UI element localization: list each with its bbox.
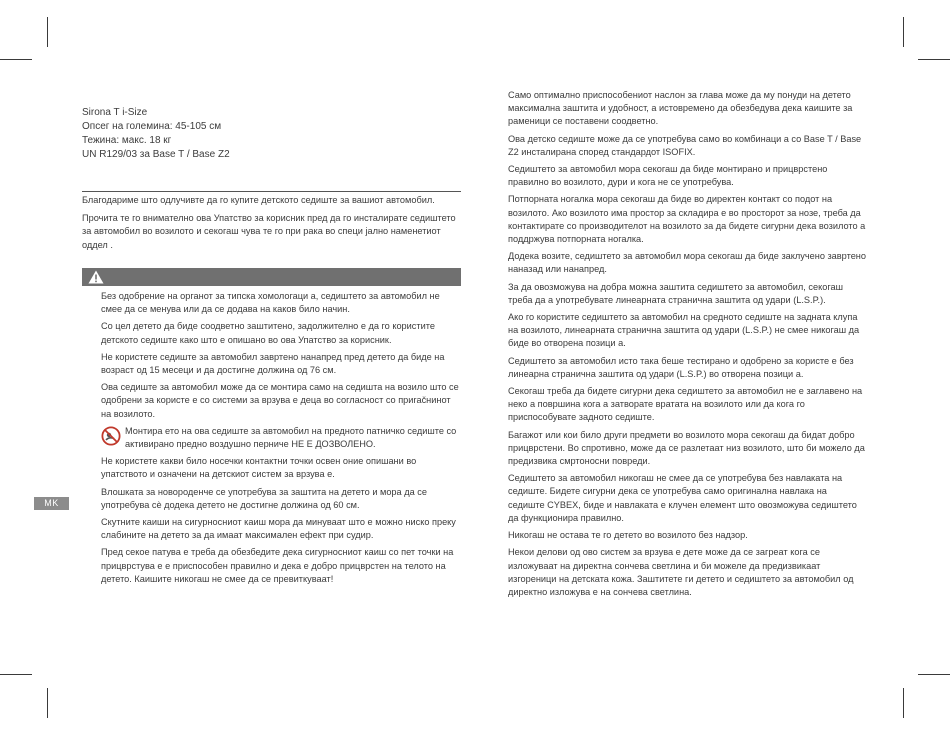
safety-paragraph: Некои делови од ово систем за врзува е дете може да се загреат кога се изложуваат на директна сончева светлина и би можеле да предизвикаат изгореници на детската кожа. Заштитете ги детето и седиштето за автомобил од директно изложува е на сончева светлина. (508, 547, 854, 597)
safety-paragraph: Додека возите, седиштето за автомобил мора секогаш да биде заклучено завртено наназад или нанапред. (508, 251, 866, 275)
section-divider (82, 191, 461, 192)
weight-limit: Тежина: макс. 18 кг (82, 135, 172, 146)
crop-mark (918, 674, 950, 675)
language-tab: MK (34, 497, 69, 510)
warning-item: Не користете седиште за автомобил завртено нанапред пред детето да биде на возраст од 15 месеци и да достигне должина од 76 см. (101, 351, 445, 376)
airbag-warning (101, 425, 463, 451)
right-column (508, 89, 866, 603)
product-spec (82, 106, 230, 162)
size-range: Опсег на големина: 45-105 см (82, 121, 222, 132)
crop-mark (47, 17, 48, 47)
safety-paragraph: Потпорната ногалка мора секогаш да биде во директен контакт со подот на возилото. Ако возилото има простор за складира е во просторот за нозе, треба да контактирате со производителот на возилото за да бидете сигурни дека возилото а поддржува потпорната ногалка. (508, 194, 866, 245)
warning-item: Со цел детето да биде соодветно заштитено, задолжително е да го користите детското седиште како што е опишано во ова Упатство за корисник. (101, 321, 435, 345)
warning-item: Без одобрение на органот за типска хомологаци а, седиштето за автомобил не смее да се менува или да се додава на каков било начин. (101, 291, 440, 315)
safety-paragraph: Никогаш не оставa те го детето во возилото без надзор. (508, 530, 748, 541)
safety-paragraph: Ако го користите седиштето за автомобил на средното седиште на задната клупа на возилото, линеарната странична заштита од удари (L.S.P.) не смее никогаш да биде во отворена позици а. (508, 312, 860, 349)
safety-paragraph: Седиштето за автомобил никогаш не смее да се употребува без навлаката на седиште. Бидете сигурни дека се употребува само оригинална навлака на седиште CYBEX, биде и навлаката е клучен елемент што овозможува седиштето да функционира правилно. (508, 473, 857, 523)
warning-item: Не користете какви било носечки контактни точки освен оние опишани во упатството и означени на детскиот систем за врзува е. (101, 456, 417, 480)
no-airbag-icon (101, 426, 121, 446)
intro-paragraph: Благодариме што одлучивте да го купите детското седиште за вашиот автомобил. (82, 195, 435, 205)
crop-mark (903, 17, 904, 47)
airbag-warning-text: Монтира ето на ова седиште за автомобил на предното патничко седиште со активирано предно воздушно перниче НЕ Е ДОЗВОЛЕНО. (125, 425, 457, 450)
warning-list (101, 290, 463, 590)
safety-paragraph: Само оптимално приспособениот наслон за глава може да му понуди на детето максимална заштита и удобност, а истовремено да обезбедува дека каишите за раменици се поставени соодветно. (508, 90, 853, 127)
safety-paragraph: Седиштето за автомобил мора секогаш да биде монтирано и прицврстено правилно во возилото, дури и кога не се употребува. (508, 164, 828, 188)
intro-paragraph: Прочита те го внимателно ова Упатство за корисник пред да го инсталирате седиштето за автомобил во возилото и секогаш чува те го при рака во специ јално наменетиот оддел . (82, 213, 456, 250)
safety-paragraph: Секогаш треба да бидете сигурни дека седиштето за автомобил не е заглавено на нeко а површина кога а затворате вратата на возилото или да кога го приспособувате задното седиште. (508, 386, 863, 423)
intro-text (82, 194, 462, 257)
crop-mark (0, 59, 32, 60)
warning-item: Ова седиште за автомобил може да се монтира само на седишта на возило што се одобрени за користе е со системи за врзува е деца во согласност со приračнинот на возилото. (101, 382, 459, 419)
crop-mark (0, 674, 32, 675)
warning-triangle-icon (88, 270, 104, 284)
warning-header (82, 268, 461, 286)
product-name: Sirona T i-Size (82, 107, 148, 118)
safety-paragraph: Седиштето за автомобил исто така беше тестирано и одобрено за користе е без линеарна странична заштита од удари (L.S.P.) во отворена позици а. (508, 355, 854, 379)
warning-item: Пред секое патува е треба да обезбедите дека сигурносниот каиш со пет точки на прицврстува е е приспособен правилно и дека е добро прицврстен на телото на детето. Каишите никогаш не смее да се превиткуваат! (101, 547, 454, 584)
safety-paragraph: За да овозможува на добра можна заштита седиштето за автомобил, секогаш треба да а употребувате линеарната странична заштита од удари (L.S.P.). (508, 281, 843, 305)
warning-item: Влошката за новороденче се употребува за заштита на детето и мора да се употребува сè додека детето не достигне должина од 60 см. (101, 486, 427, 510)
safety-paragraph: Багажот или кои било други предмети во возилото мора секогаш да бидат добро прицврстени. Во спротивно, може да се разлетаат низ возилото, што би можело да предизвика смртоносни повреди. (508, 429, 865, 467)
safety-paragraph: Ова детско седиште може да се употребува само во комбинаци а со Base T / Base Z2 инсталирана според стандардот ISOFIX. (508, 133, 862, 157)
crop-mark (918, 59, 950, 60)
crop-mark (903, 688, 904, 718)
approval-standard: UN R129/03 за Base T / Base Z2 (82, 149, 230, 160)
warning-item: Скутните каиши на сигурносниот каиш мора да минуваат што е можно ниско преку слабините на детето за да имаат максимален ефект при судир. (101, 517, 456, 541)
crop-mark (47, 688, 48, 718)
